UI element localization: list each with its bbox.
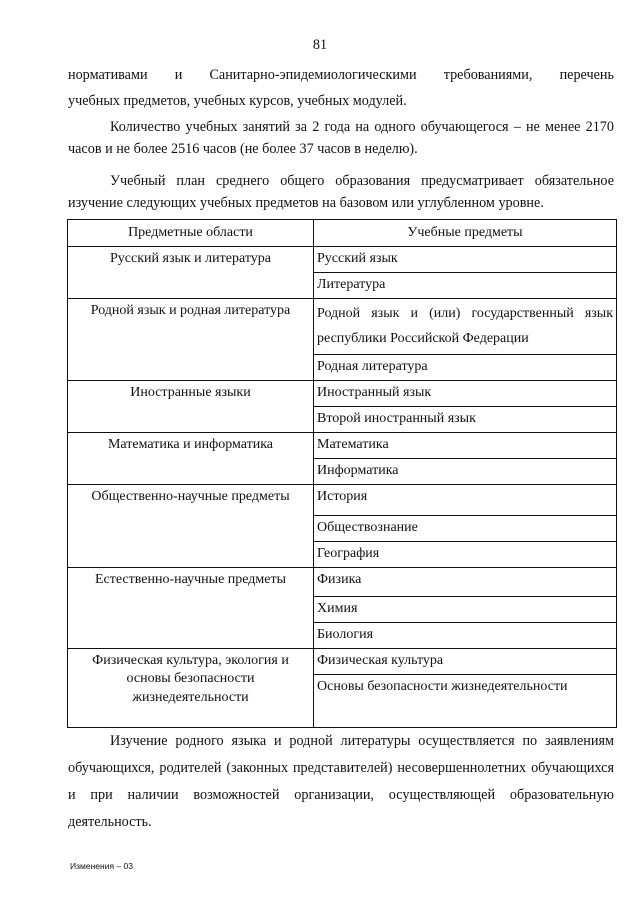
paragraph-native-language: Изучение родного языка и родной литературы осуществляется по заявлениям обучающихся, родителей (законных представителей) несовершеннолетних обучающихся и при наличии возможностей организации, осуществляющей образовательную деятельность.	[68, 733, 614, 830]
subjects-table	[67, 219, 617, 728]
table-row	[68, 649, 617, 675]
subject: Второй иностранный язык	[314, 407, 617, 433]
subject-area: Общественно-научные предметы	[68, 485, 314, 568]
subject: Основы безопасности жизнедеятельности	[314, 675, 617, 728]
subject: Информатика	[314, 459, 617, 485]
table-row	[68, 433, 617, 459]
subject: Физическая культура	[314, 649, 617, 675]
table-row	[68, 247, 617, 273]
table-row	[68, 299, 617, 355]
subject: Математика	[314, 433, 617, 459]
subject: Химия	[314, 597, 617, 623]
header-subjects: Учебные предметы	[314, 220, 617, 247]
subject: Родной язык и (или) государственный язык республики Российской Федерации	[314, 299, 617, 355]
subject: Иностранный язык	[314, 381, 617, 407]
subject: Литература	[314, 273, 617, 299]
table-header-row	[68, 220, 617, 247]
subject: Физика	[314, 568, 617, 597]
subject-area: Родной язык и родная литература	[68, 299, 314, 381]
page-number: 81	[312, 37, 328, 53]
table-row	[68, 485, 617, 516]
subject: Биология	[314, 623, 617, 649]
footer-revision: Изменения – 03	[70, 861, 133, 871]
paragraph-curriculum: Учебный план среднего общего образования предусматривает обязательное изучение следующих учебных предметов на базовом или углубленном уровне.	[68, 173, 614, 211]
subject-area: Иностранные языки	[68, 381, 314, 433]
table-row	[68, 568, 617, 597]
subject-area: Математика и информатика	[68, 433, 314, 485]
table-row	[68, 381, 617, 407]
subject: Родная литература	[314, 355, 617, 381]
paragraph-continued-line1: нормативами и Санитарно-эпидемиологическими требованиями, перечень	[68, 67, 614, 83]
subject-area: Естественно-научные предметы	[68, 568, 314, 649]
paragraph-continued-line2: учебных предметов, учебных курсов, учебных модулей.	[68, 93, 407, 109]
subject-area: Физическая культура, экология и основы безопасности жизнедеятельности	[68, 649, 314, 728]
subject: Русский язык	[314, 247, 617, 273]
subject: Обществознание	[314, 516, 617, 542]
subject: История	[314, 485, 617, 516]
paragraph-hours: Количество учебных занятий за 2 года на одного обучающегося – не менее 2170 часов и не более 2516 часов (не более 37 часов в неделю).	[68, 119, 614, 157]
subject-area: Русский язык и литература	[68, 247, 314, 299]
subject: География	[314, 542, 617, 568]
header-subject-areas: Предметные области	[68, 220, 314, 247]
